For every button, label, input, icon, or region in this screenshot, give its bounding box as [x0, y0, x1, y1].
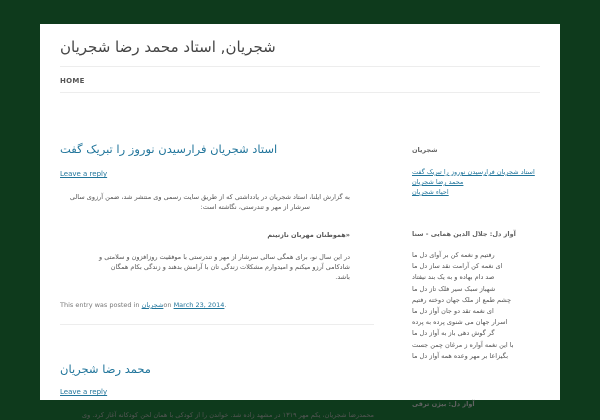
- post-paragraph: [60, 192, 350, 212]
- site-title[interactable]: شجریان, استاد محمد رضا شجریان: [60, 38, 276, 56]
- category-link[interactable]: شجریان: [141, 301, 164, 309]
- widget-title: آواز دل: جلال الدین همایی - سنا: [412, 230, 516, 238]
- post-text-line: باشد.: [335, 273, 350, 281]
- date-link[interactable]: March 23, 2014: [173, 301, 225, 309]
- leave-reply-link[interactable]: Leave a reply: [60, 388, 108, 396]
- poem-line: گر گوش دهی باز به آواز دل ما: [412, 329, 495, 338]
- poem-widget: [412, 250, 542, 362]
- poem-line: با این نغمه آواره ز مرغان چمن جست: [412, 340, 514, 349]
- post-divider: [60, 324, 374, 325]
- poem-line: ای نغمه کن آرامت نقد ساز دل ما: [412, 262, 503, 271]
- poem-line: چشم طمع از ملک جهان دوخته رفتیم: [412, 295, 512, 304]
- post-text-line: سرشار از مهر و تندرستی، نگاشته است:: [200, 203, 310, 211]
- widget-title: آواز دل: بیژن ترقی: [412, 400, 475, 408]
- poem-line: شهباز سبک سیر فلک تاز دل ما: [412, 284, 496, 293]
- leave-reply-link[interactable]: Leave a reply: [60, 170, 108, 178]
- post-text-line: به گزارش ایلنا، استاد شجریان در یادداشتی که از طریق سایت رسمی وی منتشر شد، ضمن آرزوی سالی: [69, 193, 350, 201]
- recent-post-link[interactable]: استاد شجریان فرارسیدن نوروز را تبریک گفت: [412, 168, 535, 176]
- post-paragraph: محمدرضا شجریان، یکم مهر ۱۳۱۹ در مشهد زاده شد. خواندن را از کودکی با همان لحن کودکانه آغاز کرد. وی: [82, 411, 374, 419]
- post-paragraph: [60, 252, 350, 282]
- meta-on: on: [163, 301, 172, 309]
- page-sheet: [40, 24, 560, 419]
- post-text-line: در این سال نو، برای همگی سالی سرشار از مهر و تندرستی با موفقیت روزافزون و سلامتی و: [99, 253, 350, 261]
- entry-meta: [60, 301, 226, 309]
- main-content: [60, 94, 374, 419]
- sidebar: [412, 94, 542, 408]
- poem-line: ای نغمه تقد دو جان آواز دل ما: [412, 307, 494, 316]
- nav-divider-bottom: [60, 92, 540, 93]
- poem-line: رفتیم و نغمه کن بر آوای دل ما: [412, 251, 495, 259]
- meta-prefix: This entry was posted in: [60, 301, 140, 309]
- poem-line: بگیزاعا بر مهر وعده همه آواز دل ما: [412, 351, 509, 360]
- post-quote-heading: «هموطنان مهربان نازنینم: [267, 231, 350, 239]
- post-text-line: شادکامی آرزو میکنم و امیدوارم مشکلات زندگی تان با آرامش بدهند و زندگی بکام همگان: [110, 263, 350, 271]
- meta-suffix: .: [224, 301, 227, 309]
- recent-post-link[interactable]: احیاء شجریان: [412, 188, 449, 196]
- widget-title: شجریان: [412, 146, 438, 154]
- nav-divider-top: [60, 66, 540, 67]
- recent-post-link[interactable]: محمد رضا شجریان: [412, 178, 464, 186]
- post-title[interactable]: استاد شجریان فرارسیدن نوروز را تبریک گفت: [60, 142, 278, 156]
- poem-line: اسرار جهان می شنوی پرده به پرده: [412, 318, 508, 327]
- poem-line: صد دام بهاده و به یک بند نیفتاد: [412, 273, 495, 282]
- recent-posts-list: [412, 167, 542, 197]
- post-title[interactable]: محمد رضا شجریان: [60, 362, 151, 376]
- menu-item-home[interactable]: HOME: [60, 77, 85, 85]
